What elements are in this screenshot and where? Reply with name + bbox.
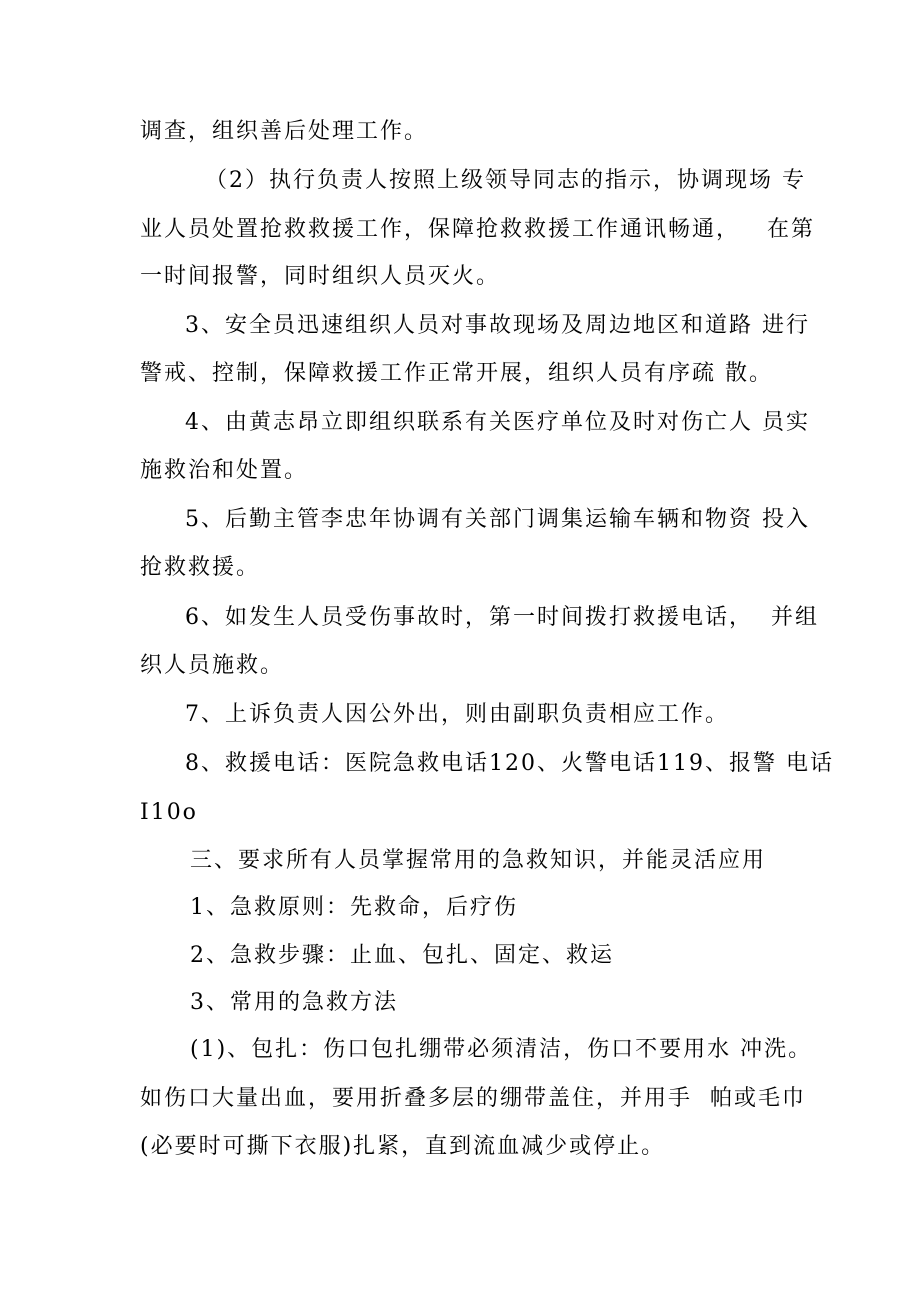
section-heading: 三、要求所有人员掌握常用的急救知识，并能灵活应用 <box>190 848 767 873</box>
text-line: 8、救援电话：医院急救电话120、火警电话119、报警 电话 <box>185 751 834 776</box>
text-line: 警戒、控制，保障救援工作正常开展，组织人员有序疏 散。 <box>140 361 773 386</box>
text-line: 7、上诉负责人因公外出，则由副职负责相应工作。 <box>185 702 729 727</box>
text-line: 1、急救原则：先救命，后疗伤 <box>190 895 518 920</box>
text-line: 5、后勤主管李忠年协调有关部门调集运输车辆和物资 投入 <box>185 507 810 532</box>
text-line: 抢救救援。 <box>140 555 261 580</box>
text-line: 如伤口大量出血，要用折叠多层的绷带盖住，并用手 帕或毛巾 <box>140 1086 806 1111</box>
text-line: 3、常用的急救方法 <box>190 990 398 1015</box>
text-line: 3、安全员迅速组织人员对事故现场及周边地区和道路 进行 <box>185 313 810 338</box>
text-line: 施救治和处置。 <box>140 458 309 483</box>
text-line: 2、急救步骤：止血、包扎、固定、救运 <box>190 943 614 968</box>
text-line: 织人员施救。 <box>140 653 285 678</box>
text-line: 4、由黄志昂立即组织联系有关医疗单位及时对伤亡人 员实 <box>185 410 810 435</box>
text-line: （2）执行负责人按照上级领导同志的指示，协调现场 专 <box>205 168 806 193</box>
text-line: 业人员处置抢救救援工作，保障抢救救援工作通讯畅通， 在第 <box>140 217 815 242</box>
text-line: 调查，组织善后处理工作。 <box>140 119 429 144</box>
text-line: 一时间报警，同时组织人员灭火。 <box>140 264 501 289</box>
text-line: I10o <box>140 800 198 825</box>
text-line: (1)、包扎：伤口包扎绷带必须清洁，伤口不要用水 冲洗。 <box>190 1037 813 1062</box>
text-line: (必要时可撕下衣服)扎紧，直到流血减少或停止。 <box>140 1134 666 1159</box>
text-line: 6、如发生人员受伤事故时，第一时间拨打救援电话， 并组 <box>185 605 819 630</box>
